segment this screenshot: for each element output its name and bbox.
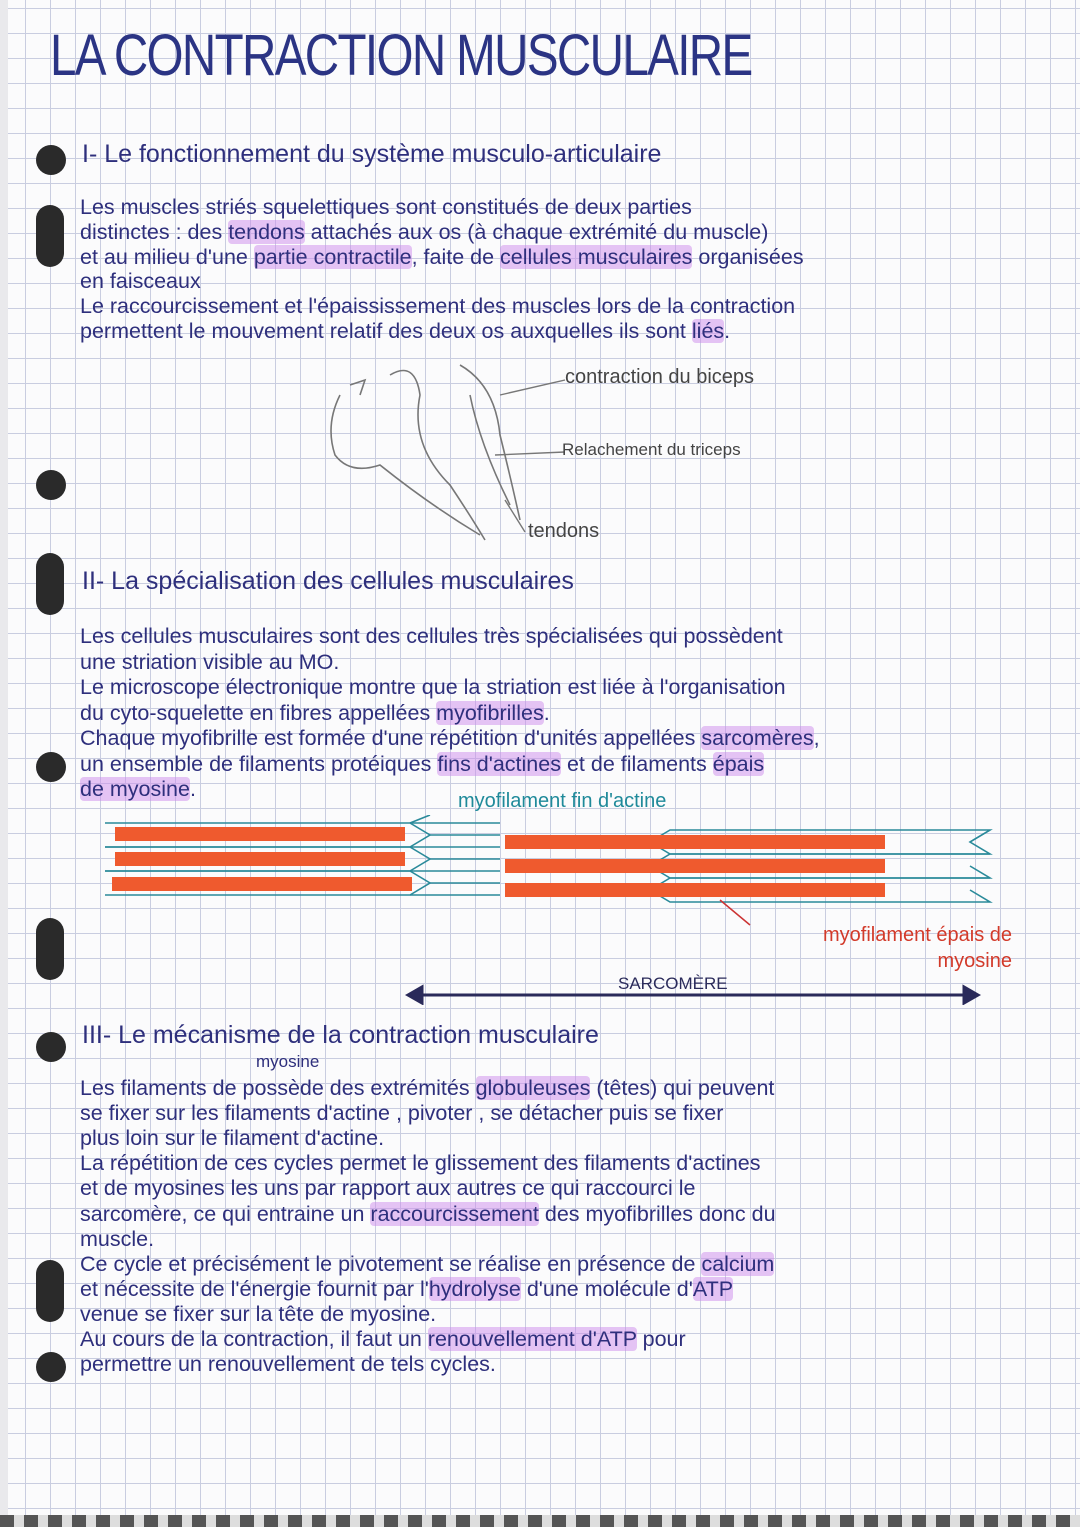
text-segment: distinctes : des — [80, 219, 229, 244]
label-sarcomere: SARCOMÈRE — [618, 974, 728, 993]
highlighted-term: raccourcissement — [370, 1201, 539, 1226]
highlighted-term: partie contractile — [253, 244, 412, 269]
text-segment: d'une molécule d' — [520, 1276, 693, 1301]
text-segment: et au milieu d'une — [80, 244, 254, 269]
text-segment: des myofibrilles donc du — [538, 1201, 776, 1226]
punch-hole — [36, 752, 66, 782]
text-segment: . — [543, 700, 550, 725]
highlighted-term: myofibrilles — [436, 700, 544, 725]
text-segment: permettre un renouvellement de tels cycles. — [80, 1352, 496, 1377]
highlighted-term: liés — [691, 319, 725, 343]
myosin-filaments — [112, 827, 885, 897]
text-line — [80, 1126, 384, 1150]
section2-heading: II- La spécialisation des cellules musculaires — [82, 567, 574, 595]
highlighted-term: de myosine — [80, 777, 190, 801]
text-segment: un ensemble de filaments protéiques — [80, 751, 438, 776]
text-segment: et nécessite de l'énergie fournit par l' — [80, 1276, 429, 1301]
label-triceps: Relachement du triceps — [562, 440, 741, 459]
binder-ring — [36, 918, 64, 980]
highlighted-term: tendons — [228, 219, 305, 244]
text-line — [80, 1101, 723, 1125]
text-segment: , — [813, 726, 820, 750]
text-segment: se fixer sur les filaments d'actine , pivoter , se détacher puis se fixer — [80, 1101, 724, 1126]
text-line — [80, 624, 783, 648]
text-line — [80, 1327, 686, 1351]
sarcomere-diagram — [100, 815, 1000, 1005]
text-segment: et de filaments — [560, 751, 713, 776]
binder-ring — [36, 553, 64, 615]
text-segment: pour — [636, 1327, 686, 1351]
text-line — [80, 1252, 774, 1276]
highlighted-term: cellules musculaires — [500, 244, 693, 269]
highlighted-term: ATP — [692, 1276, 734, 1301]
text-line — [80, 1352, 496, 1376]
text-segment: attachés aux os (à chaque extrémité du muscle) — [304, 219, 769, 244]
text-segment: du cyto-squelette en fibres appellées — [80, 700, 437, 725]
label-tendons: tendons — [528, 520, 600, 542]
diagram-pointers — [0, 0, 1080, 560]
text-line — [80, 1227, 154, 1251]
text-line — [80, 675, 786, 699]
text-line — [80, 1202, 776, 1226]
text-segment: . — [724, 319, 731, 343]
highlighted-term: renouvellement d'ATP — [427, 1327, 637, 1351]
text-segment: muscle. — [80, 1226, 155, 1251]
text-line — [80, 726, 820, 750]
text-segment: organisées — [692, 244, 804, 269]
text-segment: venue se fixer sur la tête de myosine. — [80, 1301, 437, 1326]
text-segment: plus loin sur le filament d'actine. — [80, 1126, 385, 1151]
text-segment: Chaque myofibrille est formée d'une répétition d'unités appellées — [80, 726, 702, 750]
label-myosin: myofilament épais de myosine — [823, 924, 1012, 972]
highlighted-term: globuleuses — [475, 1076, 591, 1100]
text-line — [80, 1302, 436, 1326]
text-segment: Au cours de la contraction, il faut un — [80, 1327, 428, 1351]
highlighted-term: sarcomères — [701, 726, 814, 750]
text-segment: sarcomère, ce qui entraine un — [80, 1201, 371, 1226]
text-segment: Les filaments de possède des extrémités — [80, 1076, 476, 1100]
text-line — [80, 701, 550, 725]
text-line — [80, 1277, 733, 1301]
text-segment: . — [189, 777, 196, 801]
highlighted-term: hydrolyse — [428, 1276, 521, 1301]
text-segment: Le raccourcissement et l'épaississement des muscles lors de la contraction — [80, 294, 796, 319]
text-segment: permettent le mouvement relatif des deux os auxquelles ils sont — [80, 319, 692, 343]
text-line — [80, 1176, 695, 1200]
punch-hole — [36, 1032, 66, 1062]
text-segment: et de myosines les uns par rapport aux autres ce qui raccourci le — [80, 1176, 696, 1201]
text-segment: une striation visible au MO. — [80, 649, 340, 674]
text-line — [80, 752, 764, 776]
highlighted-term: épais — [712, 751, 765, 776]
label-actin: myofilament fin d'actine — [458, 790, 667, 812]
text-line — [80, 777, 196, 801]
text-line — [80, 650, 339, 674]
section1-heading: I- Le fonctionnement du système musculo-articulaire — [82, 140, 662, 168]
text-segment: Les muscles striés squelettiques sont constitués de deux parties — [80, 195, 692, 219]
text-segment: Ce cycle et précisément le pivotement se réalise en présence de — [80, 1251, 702, 1276]
text-segment: La répétition de ces cycles permet le glissement des filaments d'actines — [80, 1151, 761, 1176]
section3-heading: III- Le mécanisme de la contraction musculaire — [82, 1021, 599, 1049]
highlighted-term: calcium — [701, 1251, 775, 1276]
text-segment: en faisceaux — [80, 269, 201, 294]
text-segment: , faite de — [411, 244, 501, 269]
text-line — [80, 1076, 774, 1100]
text-segment: Le microscope électronique montre que la striation est liée à l'organisation — [80, 675, 786, 699]
text-segment: Les cellules musculaires sont des cellules très spécialisées qui possèdent — [80, 624, 783, 648]
punch-hole — [36, 1352, 66, 1382]
page-title: LA CONTRACTION MUSCULAIRE — [50, 23, 752, 88]
binder-ring — [36, 1260, 64, 1322]
text-line — [80, 1151, 761, 1175]
text-segment: (têtes) qui peuvent — [590, 1076, 775, 1100]
label-biceps: contraction du biceps — [565, 366, 755, 388]
highlighted-term: fins d'actines — [437, 751, 561, 776]
page-bottom-edge — [0, 1515, 1080, 1527]
insert-myosine: myosine — [256, 1052, 320, 1071]
